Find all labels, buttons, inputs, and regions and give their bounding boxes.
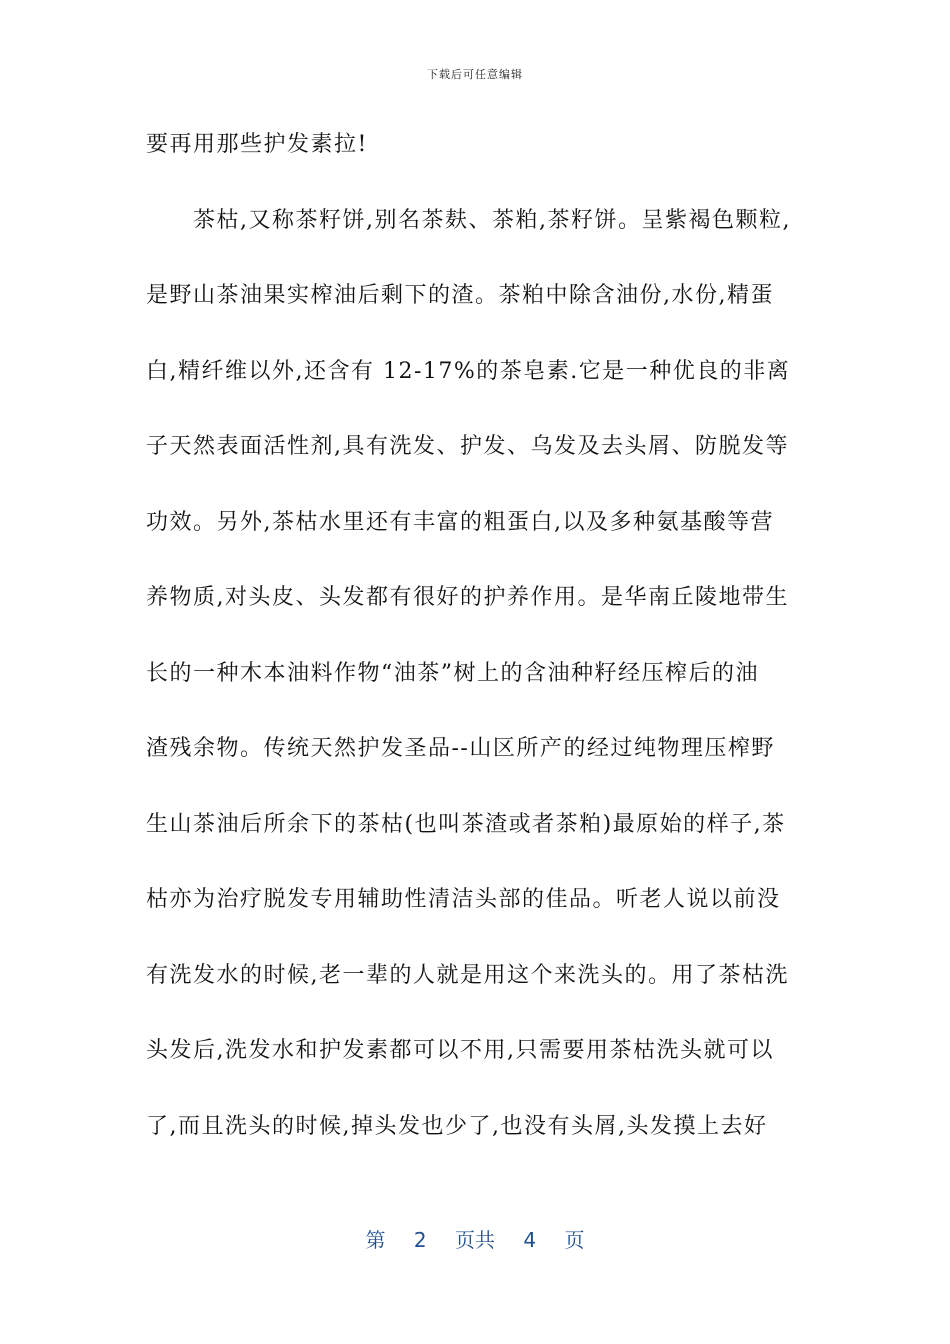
text-line: 子天然表面活性剂,具有洗发、护发、乌发及去头屑、防脱发等 (146, 434, 789, 459)
text-line: 茶枯,又称茶籽饼,别名茶麸、茶粕,茶籽饼。呈紫褐色颗粒, (146, 207, 791, 233)
text-line: 长的一种木本油料作物“油茶”树上的含油种籽经压榨后的油 (146, 660, 759, 686)
page-header: 下载后可任意编辑 (427, 68, 523, 81)
footer-label-end: 页 (564, 1228, 585, 1252)
page-footer (0, 1224, 950, 1253)
text-line: 了,而且洗头的时候,掉头发也少了,也没有头屑,头发摸上去好 (146, 1113, 768, 1139)
footer-label-of: 页共 (455, 1228, 495, 1252)
document-body (146, 120, 826, 1177)
text-line: 渣残余物。传统天然护发圣品--山区所产的经过纯物理压榨野 (146, 736, 775, 761)
text-line: 养物质,对头皮、头发都有很好的护养作用。是华南丘陵地带生 (146, 585, 789, 610)
text-line: 要再用那些护发素拉! (146, 132, 368, 157)
text-line: 是野山茶油果实榨油后剩下的渣。茶粕中除含油份,水份,精蛋 (146, 283, 774, 308)
footer-total-pages: 4 (523, 1228, 537, 1252)
text-line: 白,精纤维以外,还含有 12-17%的茶皂素.它是一种优良的非离 (146, 358, 791, 384)
text-line: 生山茶油后所余下的茶枯(也叫茶渣或者茶粕)最原始的样子,茶 (146, 811, 786, 837)
text-line: 头发后,洗发水和护发素都可以不用,只需要用茶枯洗头就可以 (146, 1038, 774, 1063)
text-line: 功效。另外,茶枯水里还有丰富的粗蛋白,以及多种氨基酸等营 (146, 509, 774, 535)
text-line: 枯亦为治疗脱发专用辅助性清洁头部的佳品。听老人说以前没 (146, 887, 781, 912)
footer-current-page: 2 (413, 1228, 427, 1252)
footer-label-page: 第 (365, 1228, 386, 1252)
text-line: 有洗发水的时候,老一辈的人就是用这个来洗头的。用了茶枯洗 (146, 962, 789, 988)
